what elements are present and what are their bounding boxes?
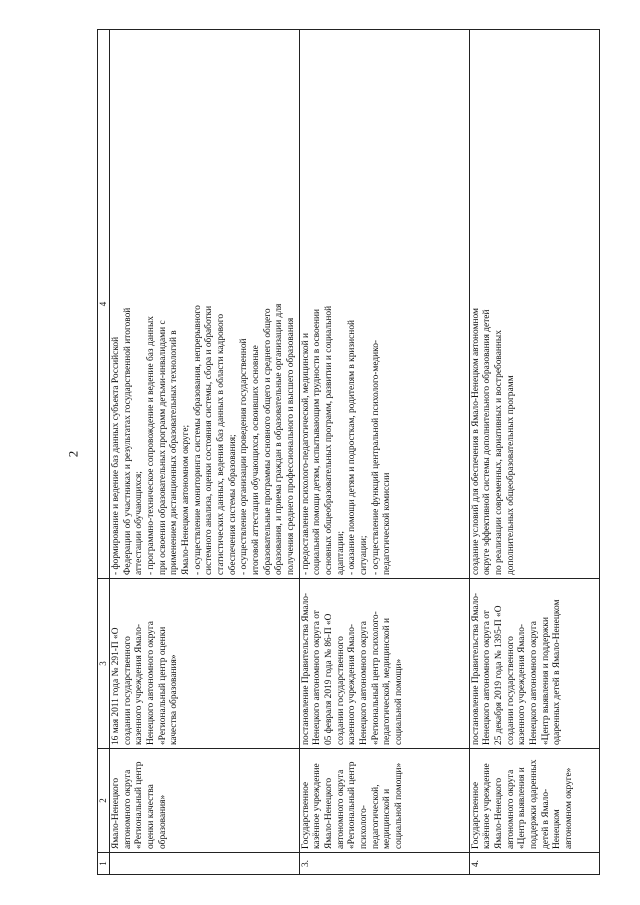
- table-row: [299, 30, 469, 875]
- institution-functions: - формирование и ведение баз данных субъекта Российской Федерации об участниках и результатах государственной итоговой аттестации обучающихся; - программно-техническое сопровождение и ведение баз данных при освоении образовательных программ детьми-инвалидами с применением дистанционных образовательных технологий в Ямало-Ненецком автономном округе; - осуществление мониторинга системы образования, непрерывного системного анализа, оценки состояния системы, сбора и обработки статистических данных, ведения баз данных в области кадрового обеспечения системы образования; - осуществление организации проведения государственной итоговой аттестации обучающихся, освоивших основные образовательные программы основного общего и среднего общего образования, и приема граждан в образовательные организации для получения среднего профессионального и высшего образования: [110, 30, 300, 579]
- institution-name: Государственное казённое учреждение Ямало-Ненецкого автономного округа «Центр выявления и поддержки одаренных детей в Ямало-Ненецком автономном округе»: [469, 749, 599, 853]
- page-number: 2: [65, 450, 81, 458]
- row-number: 4.: [469, 853, 599, 875]
- institutions-table: [97, 29, 600, 875]
- table-row: [469, 30, 599, 875]
- institution-name: Государственное казённое учреждение Ямало-Ненецкого автономного округа «Региональный центр психолого- педагогической, медицинской и социальной помощи»: [299, 749, 469, 853]
- founding-document: постановление Правительства Ямало- Ненецкого автономного округа от 25 декабря 2019 года № 1395-П «О создании государственного казенного учреждения Ямало- Ненецкого автономного округа «Центр выявления и поддержки одаренных детей в Ямало-Ненецком: [469, 579, 599, 749]
- institution-functions: - предоставление психолого-педагогической, медицинской и социальной помощи детям, испытывающим трудности в освоении основных общеобразовательных программ, развитии и социальной адаптации; - оказание помощи детям и подросткам, родителям в кризисной ситуации; - осуществление функций центральной психолого-медико- педагогической комиссии: [299, 30, 469, 579]
- header-col-3: 3: [98, 579, 110, 749]
- institution-functions: создание условий для обеспечения в Ямало-Ненецком автономном округе эффективной системы дополнительного образования детей по реализации современных, вариативных и востребованных дополнительных общеобразовательных программ: [469, 30, 599, 579]
- table-row: [110, 30, 300, 875]
- institution-name: Ямало-Ненецкого автономного округа «Региональный центр оценки качества образования»: [110, 749, 300, 853]
- founding-document: постановление Правительства Ямало- Ненецкого автономного округа от 05 февраля 2019 года № 86-П «О создании государственного казенного учреждения Ямало- Ненецкого автономного округа «Региональный центр психолого- педагогической, медицинской и социальной помощи»: [299, 579, 469, 749]
- header-col-2: 2: [98, 749, 110, 853]
- table-header-row: [98, 30, 110, 875]
- founding-document: 16 мая 2011 года № 291-П «О создании государственного казенного учреждения Ямало- Ненецкого автономного округа «Региональный центр оценки качества образования»: [110, 579, 300, 749]
- header-col-1: 1: [98, 853, 110, 875]
- row-number: 3.: [299, 853, 469, 875]
- institutions-table-rotated: [97, 30, 600, 875]
- header-col-4: 4: [98, 30, 110, 579]
- row-number: [110, 853, 300, 875]
